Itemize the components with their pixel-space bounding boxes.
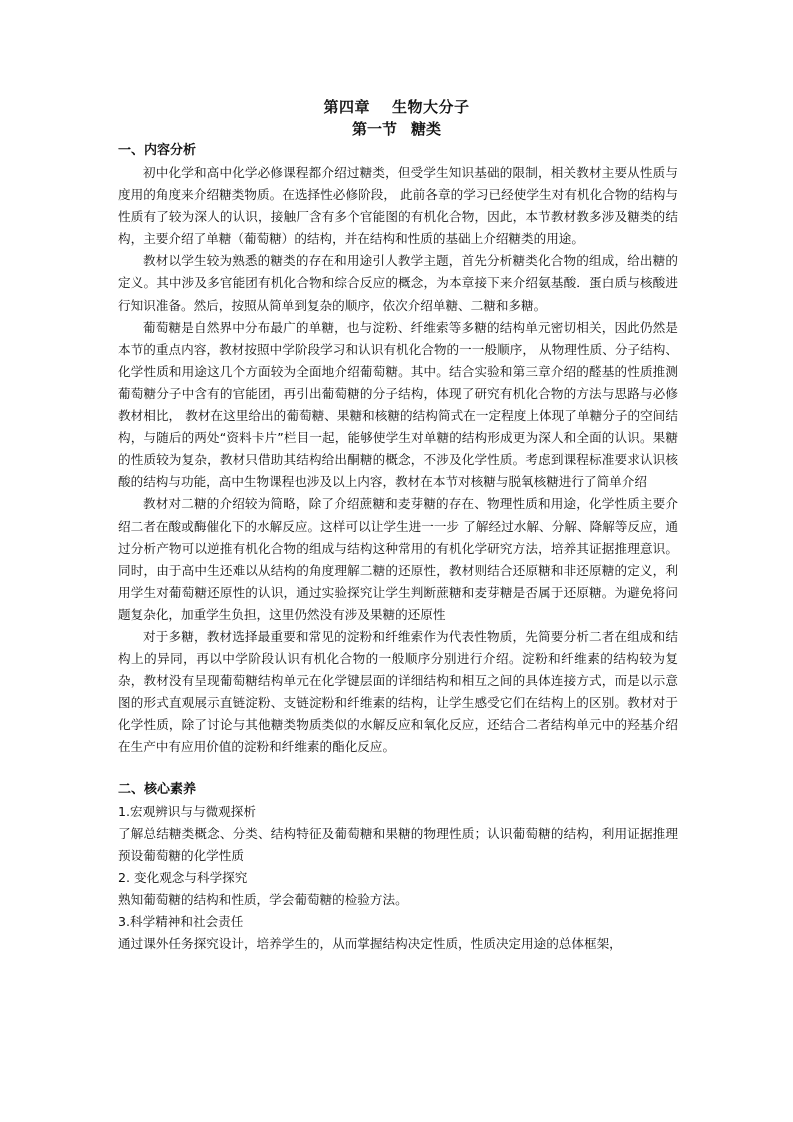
section-number: 第一节 <box>351 120 397 138</box>
chapter-number: 第四章 <box>323 98 370 116</box>
competency-text: 通过课外任务探究设计，培养学生的，从而掌握结构决定性质，性质决定用途的总体框架， <box>118 936 622 952</box>
competency-subheading: 3.科学精神和社会责任 <box>118 914 244 929</box>
competency-text: 熟知葡萄糖的结构和性质，学会葡萄糖的检验方法。 <box>118 891 408 907</box>
document-body <box>118 140 678 955</box>
title-block <box>0 96 793 140</box>
paragraph: 对于多糖，教材选择最重要和常见的淀粉和纤维索作为代表性物质，先简要分析二者在组成和结构上的异同，再以中学阶段认识有机化合物的一般顺序分别进行介绍。淀粉和纤维素的结构较为复杂，教材没有呈现葡萄糖结构单元在化学键层面的详细结构和相互之间的具体连接方式，而是以示意图的形式直观展示直链淀粉、支链淀粉和纤维素的结构，让学生感受它们在结构上的区别。教材对于化学性质，除了讨论与其他糖类物质类似的水解反应和氧化反应，还结合二者结构单元中的羟基介绍在生产中有应用价值的淀粉和纤维素的酯化反应。 <box>118 628 678 755</box>
chapter-name: 生物大分子 <box>392 98 470 116</box>
competency-text: 了解总结糖类概念、分类、结构特征及葡萄糖和果糖的物理性质；认识葡萄糖的结构，利用证据推理预设葡萄糖的化学性质 <box>118 825 678 863</box>
section-spacer <box>118 759 678 779</box>
paragraph: 初中化学和高中化学必修课程都介绍过糖类，但受学生知识基础的限制，相关教材主要从性质与度用的角度来介绍糖类物质。在选择性必修阶段， 此前各章的学习已经使学生对有机化合物的结构与性质有了较为深人的认识，接触厂含有多个官能图的有机化合物，因此，本节教材教多涉及糖类的结构，主要介绍了单糖（葡萄糖）的结构，并在结构和性质的基础上介绍糖类的用途。 <box>118 165 678 247</box>
chapter-title <box>0 96 793 118</box>
section2-heading: 二、核心素养 <box>118 781 197 797</box>
section-title <box>0 118 793 140</box>
section-name: 糖类 <box>411 120 442 138</box>
competency-subheading: 2. 变化观念与科学探究 <box>118 869 248 885</box>
paragraph: 教材对二糖的介绍较为简略，除了介绍蔗糖和麦芽糖的存在、物理性质和用途，化学性质主要介绍二者在酸或酶催化下的水解反应。这样可以让学生进一一步 了解经过水解、分解、降解等反应，通过分析产物可以逆推有机化合物的组成与结构这种常用的有机化学研究方法，培养其证据推理意识。同时，由于高中生还难以从结构的角度理解二糖的还原性，教材则结合还原糖和非还原糖的定义，利用学生对葡萄糖还原性的认识，通过实验探究让学生判断蔗糖和麦芽糖是否属于还原糖。为避免将问题复杂化，加重学生负担，这里仍然没有涉及果糖的还原性 <box>118 496 678 622</box>
section1-heading: 一、内容分析 <box>118 143 197 158</box>
paragraph: 葡萄糖是自然界中分布最广的单糖，也与淀粉、纤维索等多糖的结构单元密切相关，因此仍然是本节的重点内容，教材按照中学阶段学习和认识有机化合物的一一般顺序， 从物理性质、分子结构、化学性质和用途这几个方面较为全面地介绍葡萄糖。其中。结合实验和第三章介绍的醛基的性质推测葡萄糖分子中含有的官能团，再引出葡萄糖的分子结构，体现了研究有机化合物的方法与思路与必修教材相比， 教材在这里给出的葡萄糖、果糖和核糖的结构简式在一定程度上体现了单糖分子的空间结构，与随后的两处“资料卡片”栏目一起，能够使学生对单糖的结构形成更为深人和全面的认识。果糖的性质较为复杂，教材只借助其结构给出酮糖的概念，不涉及化学性质。考虑到课程标准要求认识核酸的结构与功能，高中生物课程也涉及以上内容，教材在本节对核糖与脱氧核糖进行了简单介绍 <box>118 319 678 490</box>
paragraph: 教材以学生较为熟悉的糖类的存在和用途引人教学主题，首先分析糖类化合物的组成，给出糖的定义。其中涉及多官能团有机化合物和综合反应的概念，为本章接下来介绍氨基酸．蛋白质与核酸进行知识准备。然后，按照从简单到复杂的顺序，依次介绍单糖、二糖和多糖。 <box>118 253 678 313</box>
competency-subheading: 1.宏观辨识与与微观探析 <box>118 803 256 819</box>
